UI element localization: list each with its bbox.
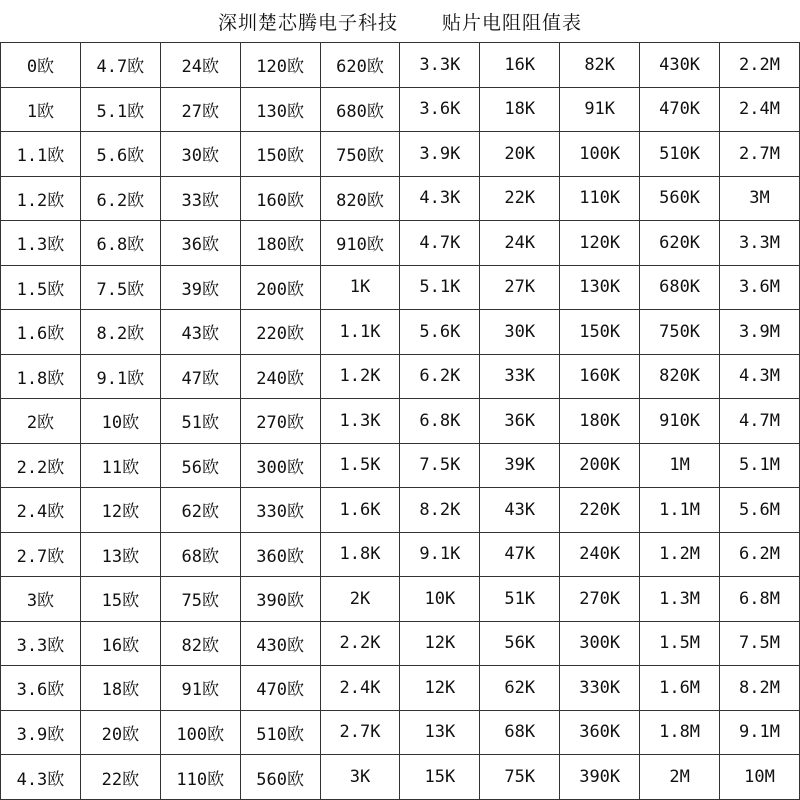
table-row bbox=[1, 399, 800, 444]
resistance-value-cell: 24欧 bbox=[160, 43, 240, 88]
resistance-value-cell: 18欧 bbox=[80, 666, 160, 711]
resistance-value-cell: 200K bbox=[560, 443, 640, 488]
resistance-value-cell: 36K bbox=[480, 399, 560, 444]
resistance-value-cell: 360欧 bbox=[240, 532, 320, 577]
resistance-value-cell: 10M bbox=[720, 755, 800, 800]
resistance-value-cell: 3.6欧 bbox=[1, 666, 81, 711]
resistance-value-cell: 51欧 bbox=[160, 399, 240, 444]
resistance-value-cell: 13K bbox=[400, 710, 480, 755]
resistance-value-cell: 820K bbox=[640, 354, 720, 399]
resistance-value-cell: 1.3欧 bbox=[1, 221, 81, 266]
resistance-value-cell: 51K bbox=[480, 577, 560, 622]
resistance-value-cell: 6.8M bbox=[720, 577, 800, 622]
resistance-value-cell: 6.8K bbox=[400, 399, 480, 444]
resistance-value-cell: 43K bbox=[480, 488, 560, 533]
table-row bbox=[1, 532, 800, 577]
resistance-value-cell: 30欧 bbox=[160, 132, 240, 177]
resistance-value-cell: 680K bbox=[640, 265, 720, 310]
table-row bbox=[1, 755, 800, 800]
resistance-value-cell: 30K bbox=[480, 310, 560, 355]
resistance-value-cell: 130欧 bbox=[240, 87, 320, 132]
resistance-value-cell: 1.2K bbox=[320, 354, 400, 399]
resistance-value-cell: 9.1欧 bbox=[80, 354, 160, 399]
resistor-value-table bbox=[0, 42, 800, 800]
resistance-value-cell: 2欧 bbox=[1, 399, 81, 444]
resistance-value-cell: 620欧 bbox=[320, 43, 400, 88]
resistance-value-cell: 5.1M bbox=[720, 443, 800, 488]
resistance-value-cell: 27欧 bbox=[160, 87, 240, 132]
resistance-value-cell: 4.7欧 bbox=[80, 43, 160, 88]
resistance-value-cell: 300K bbox=[560, 621, 640, 666]
table-row bbox=[1, 577, 800, 622]
resistance-value-cell: 10欧 bbox=[80, 399, 160, 444]
resistance-value-cell: 18K bbox=[480, 87, 560, 132]
resistance-value-cell: 4.7K bbox=[400, 221, 480, 266]
resistance-value-cell: 750K bbox=[640, 310, 720, 355]
resistance-value-cell: 1.6K bbox=[320, 488, 400, 533]
resistance-value-cell: 1.2M bbox=[640, 532, 720, 577]
table-row bbox=[1, 488, 800, 533]
resistance-value-cell: 130K bbox=[560, 265, 640, 310]
resistance-value-cell: 1.1K bbox=[320, 310, 400, 355]
resistance-value-cell: 75欧 bbox=[160, 577, 240, 622]
resistance-value-cell: 2K bbox=[320, 577, 400, 622]
resistance-value-cell: 3.9欧 bbox=[1, 710, 81, 755]
resistance-value-cell: 240K bbox=[560, 532, 640, 577]
resistance-value-cell: 16欧 bbox=[80, 621, 160, 666]
resistance-value-cell: 3欧 bbox=[1, 577, 81, 622]
resistance-value-cell: 510K bbox=[640, 132, 720, 177]
resistance-value-cell: 3M bbox=[720, 176, 800, 221]
resistance-value-cell: 360K bbox=[560, 710, 640, 755]
resistance-value-cell: 220K bbox=[560, 488, 640, 533]
table-row bbox=[1, 354, 800, 399]
resistance-value-cell: 1.2欧 bbox=[1, 176, 81, 221]
resistance-value-cell: 5.6欧 bbox=[80, 132, 160, 177]
table-row bbox=[1, 132, 800, 177]
resistance-value-cell: 33K bbox=[480, 354, 560, 399]
resistance-value-cell: 2.2欧 bbox=[1, 443, 81, 488]
table-row bbox=[1, 221, 800, 266]
resistance-value-cell: 1.5K bbox=[320, 443, 400, 488]
resistance-value-cell: 1.8K bbox=[320, 532, 400, 577]
table-row bbox=[1, 710, 800, 755]
resistance-value-cell: 9.1K bbox=[400, 532, 480, 577]
resistance-value-cell: 6.8欧 bbox=[80, 221, 160, 266]
resistance-value-cell: 20K bbox=[480, 132, 560, 177]
table-row bbox=[1, 666, 800, 711]
resistance-value-cell: 390欧 bbox=[240, 577, 320, 622]
resistance-value-cell: 6.2欧 bbox=[80, 176, 160, 221]
resistance-value-cell: 2.7欧 bbox=[1, 532, 81, 577]
resistance-value-cell: 150K bbox=[560, 310, 640, 355]
resistance-value-cell: 220欧 bbox=[240, 310, 320, 355]
resistance-value-cell: 430K bbox=[640, 43, 720, 88]
resistance-value-cell: 4.7M bbox=[720, 399, 800, 444]
resistance-value-cell: 3.6M bbox=[720, 265, 800, 310]
page-title bbox=[0, 0, 800, 42]
resistance-value-cell: 160K bbox=[560, 354, 640, 399]
resistance-value-cell: 750欧 bbox=[320, 132, 400, 177]
resistance-value-cell: 820欧 bbox=[320, 176, 400, 221]
resistance-value-cell: 1欧 bbox=[1, 87, 81, 132]
resistance-value-cell: 1.8欧 bbox=[1, 354, 81, 399]
resistance-value-cell: 680欧 bbox=[320, 87, 400, 132]
resistance-value-cell: 39K bbox=[480, 443, 560, 488]
table-title: 贴片电阻阻值表 bbox=[442, 11, 583, 34]
resistance-value-cell: 62欧 bbox=[160, 488, 240, 533]
table-row bbox=[1, 265, 800, 310]
resistance-value-cell: 82欧 bbox=[160, 621, 240, 666]
resistance-value-cell: 8.2欧 bbox=[80, 310, 160, 355]
resistance-value-cell: 100欧 bbox=[160, 710, 240, 755]
resistance-value-cell: 91欧 bbox=[160, 666, 240, 711]
resistance-value-cell: 620K bbox=[640, 221, 720, 266]
resistance-value-cell: 910欧 bbox=[320, 221, 400, 266]
resistance-value-cell: 5.1K bbox=[400, 265, 480, 310]
resistance-value-cell: 43欧 bbox=[160, 310, 240, 355]
resistance-value-cell: 1.8M bbox=[640, 710, 720, 755]
resistance-value-cell: 20欧 bbox=[80, 710, 160, 755]
resistance-value-cell: 510欧 bbox=[240, 710, 320, 755]
resistance-value-cell: 1.5M bbox=[640, 621, 720, 666]
resistance-value-cell: 120欧 bbox=[240, 43, 320, 88]
resistance-value-cell: 330K bbox=[560, 666, 640, 711]
resistance-value-cell: 91K bbox=[560, 87, 640, 132]
resistance-value-cell: 2.7K bbox=[320, 710, 400, 755]
resistance-value-cell: 1.6欧 bbox=[1, 310, 81, 355]
resistance-value-cell: 9.1M bbox=[720, 710, 800, 755]
resistance-value-cell: 110欧 bbox=[160, 755, 240, 800]
resistance-value-cell: 2.4K bbox=[320, 666, 400, 711]
table-row bbox=[1, 310, 800, 355]
resistance-value-cell: 56欧 bbox=[160, 443, 240, 488]
resistance-value-cell: 3.3M bbox=[720, 221, 800, 266]
resistance-value-cell: 10K bbox=[400, 577, 480, 622]
resistance-value-cell: 4.3K bbox=[400, 176, 480, 221]
resistance-value-cell: 12K bbox=[400, 666, 480, 711]
resistance-value-cell: 560K bbox=[640, 176, 720, 221]
resistance-value-cell: 120K bbox=[560, 221, 640, 266]
resistance-value-cell: 470K bbox=[640, 87, 720, 132]
resistance-value-cell: 1.1M bbox=[640, 488, 720, 533]
resistance-value-cell: 150欧 bbox=[240, 132, 320, 177]
resistance-value-cell: 47欧 bbox=[160, 354, 240, 399]
resistance-value-cell: 47K bbox=[480, 532, 560, 577]
resistance-value-cell: 1M bbox=[640, 443, 720, 488]
resistance-value-cell: 7.5K bbox=[400, 443, 480, 488]
resistance-value-cell: 75K bbox=[480, 755, 560, 800]
resistance-value-cell: 4.3M bbox=[720, 354, 800, 399]
table-row bbox=[1, 621, 800, 666]
table-body bbox=[1, 43, 800, 800]
resistance-value-cell: 68K bbox=[480, 710, 560, 755]
resistance-value-cell: 180欧 bbox=[240, 221, 320, 266]
resistance-value-cell: 270欧 bbox=[240, 399, 320, 444]
company-name: 深圳楚芯腾电子科技 bbox=[217, 11, 398, 34]
resistance-value-cell: 470欧 bbox=[240, 666, 320, 711]
resistance-value-cell: 110K bbox=[560, 176, 640, 221]
resistance-value-cell: 8.2M bbox=[720, 666, 800, 711]
resistance-value-cell: 200欧 bbox=[240, 265, 320, 310]
resistance-value-cell: 1.3K bbox=[320, 399, 400, 444]
table-row bbox=[1, 176, 800, 221]
resistance-value-cell: 15K bbox=[400, 755, 480, 800]
resistance-value-cell: 240欧 bbox=[240, 354, 320, 399]
resistance-value-cell: 1.3M bbox=[640, 577, 720, 622]
resistance-value-cell: 12K bbox=[400, 621, 480, 666]
resistance-value-cell: 270K bbox=[560, 577, 640, 622]
resistance-value-cell: 7.5M bbox=[720, 621, 800, 666]
resistance-value-cell: 8.2K bbox=[400, 488, 480, 533]
resistance-value-cell: 13欧 bbox=[80, 532, 160, 577]
resistance-value-cell: 12欧 bbox=[80, 488, 160, 533]
resistance-value-cell: 39欧 bbox=[160, 265, 240, 310]
resistance-value-cell: 1.1欧 bbox=[1, 132, 81, 177]
resistance-value-cell: 7.5欧 bbox=[80, 265, 160, 310]
resistance-value-cell: 2.2M bbox=[720, 43, 800, 88]
resistance-value-cell: 6.2K bbox=[400, 354, 480, 399]
resistance-value-cell: 3.9M bbox=[720, 310, 800, 355]
resistance-value-cell: 15欧 bbox=[80, 577, 160, 622]
resistance-value-cell: 5.1欧 bbox=[80, 87, 160, 132]
resistance-value-cell: 330欧 bbox=[240, 488, 320, 533]
resistance-value-cell: 33欧 bbox=[160, 176, 240, 221]
resistance-value-cell: 390K bbox=[560, 755, 640, 800]
resistance-value-cell: 16K bbox=[480, 43, 560, 88]
resistance-value-cell: 300欧 bbox=[240, 443, 320, 488]
table-row bbox=[1, 43, 800, 88]
resistance-value-cell: 56K bbox=[480, 621, 560, 666]
resistance-value-cell: 5.6M bbox=[720, 488, 800, 533]
resistance-value-cell: 1.5欧 bbox=[1, 265, 81, 310]
resistance-value-cell: 4.3欧 bbox=[1, 755, 81, 800]
table-row bbox=[1, 87, 800, 132]
resistance-value-cell: 160欧 bbox=[240, 176, 320, 221]
resistance-value-cell: 2.4M bbox=[720, 87, 800, 132]
resistance-value-cell: 36欧 bbox=[160, 221, 240, 266]
resistance-value-cell: 3K bbox=[320, 755, 400, 800]
resistance-value-cell: 3.9K bbox=[400, 132, 480, 177]
resistance-value-cell: 2M bbox=[640, 755, 720, 800]
resistance-value-cell: 22K bbox=[480, 176, 560, 221]
resistance-value-cell: 3.6K bbox=[400, 87, 480, 132]
resistance-value-cell: 910K bbox=[640, 399, 720, 444]
resistance-value-cell: 68欧 bbox=[160, 532, 240, 577]
resistance-value-cell: 24K bbox=[480, 221, 560, 266]
resistance-value-cell: 6.2M bbox=[720, 532, 800, 577]
resistance-value-cell: 2.7M bbox=[720, 132, 800, 177]
resistance-value-cell: 0欧 bbox=[1, 43, 81, 88]
resistance-value-cell: 82K bbox=[560, 43, 640, 88]
resistance-value-cell: 62K bbox=[480, 666, 560, 711]
resistance-value-cell: 1K bbox=[320, 265, 400, 310]
resistance-value-cell: 2.4欧 bbox=[1, 488, 81, 533]
resistance-value-cell: 27K bbox=[480, 265, 560, 310]
resistance-value-cell: 430欧 bbox=[240, 621, 320, 666]
resistance-value-cell: 3.3欧 bbox=[1, 621, 81, 666]
resistance-value-cell: 22欧 bbox=[80, 755, 160, 800]
resistance-value-cell: 560欧 bbox=[240, 755, 320, 800]
resistance-value-cell: 5.6K bbox=[400, 310, 480, 355]
resistance-value-cell: 11欧 bbox=[80, 443, 160, 488]
table-row bbox=[1, 443, 800, 488]
resistance-value-cell: 2.2K bbox=[320, 621, 400, 666]
resistance-value-cell: 3.3K bbox=[400, 43, 480, 88]
resistance-value-cell: 1.6M bbox=[640, 666, 720, 711]
resistance-value-cell: 180K bbox=[560, 399, 640, 444]
resistance-value-cell: 100K bbox=[560, 132, 640, 177]
